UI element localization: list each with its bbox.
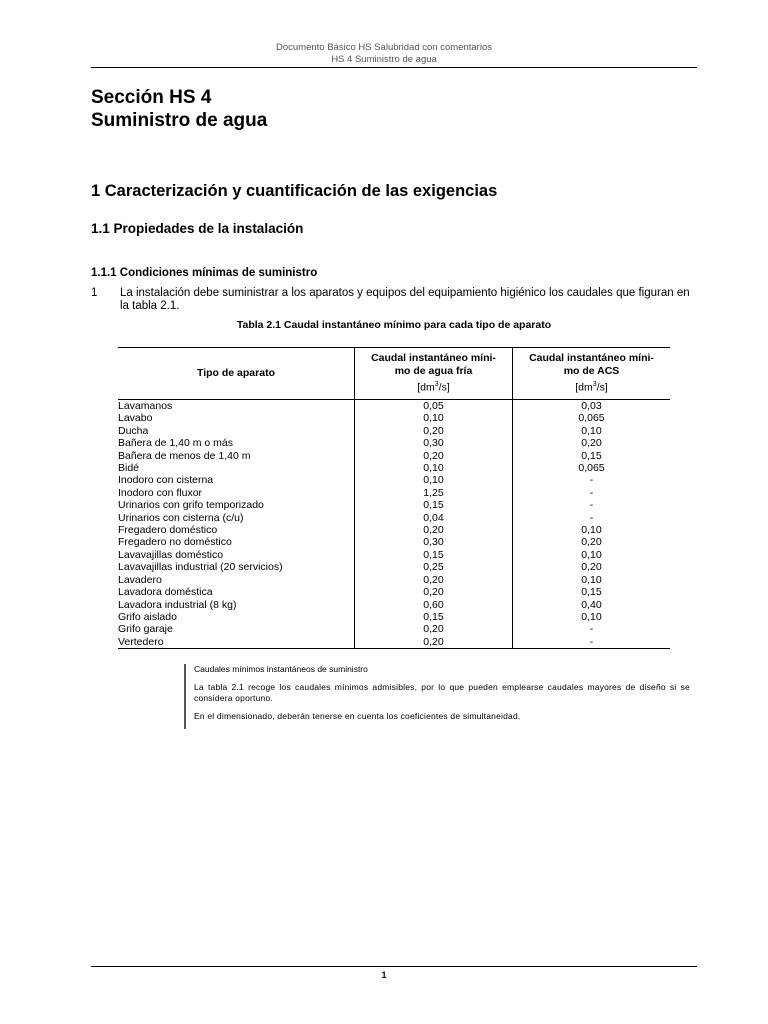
- cell-agua-fria: 0,30: [355, 536, 513, 548]
- section-title-line-2: Suministro de agua: [91, 110, 268, 131]
- cell-aparato: Bañera de 1,40 m o más: [118, 437, 233, 450]
- cell-agua-fria: 0,20: [355, 636, 513, 649]
- cell-acs: 0,20: [513, 437, 671, 449]
- cell-aparato: Grifo aislado: [118, 610, 177, 623]
- cell-agua-fria: 0,20: [355, 450, 513, 462]
- footer-rule: [91, 966, 697, 967]
- cell-aparato: Ducha: [118, 424, 149, 437]
- cell-agua-fria: 0,20: [355, 586, 513, 598]
- cell-aparato: Urinarios con cisterna (c/u): [118, 511, 244, 524]
- table-row: [118, 487, 670, 499]
- heading-2: 1.1 Propiedades de la instalación: [91, 221, 304, 236]
- cell-acs: 0,065: [513, 412, 671, 424]
- cell-acs: 0,10: [513, 524, 671, 536]
- table-row: [118, 412, 670, 424]
- cell-agua-fria: 0,20: [355, 524, 513, 536]
- commentary-paragraph-2: En el dimensionado, deberán tenerse en cuenta los coeficientes de simultaneidad.: [194, 711, 521, 721]
- cell-agua-fria: 0,10: [355, 412, 513, 424]
- cell-aparato: Fregadero doméstico: [118, 524, 218, 537]
- cell-aparato: Lavabo: [118, 412, 153, 425]
- cell-acs: 0,10: [513, 611, 671, 623]
- cell-aparato: Inodoro con fluxor: [118, 486, 203, 499]
- cell-acs: -: [513, 474, 671, 486]
- cell-aparato: Urinarios con grifo temporizado: [118, 499, 264, 512]
- cell-aparato: Lavadero: [118, 573, 162, 586]
- header-line-2: HS 4 Suministro de agua: [331, 54, 437, 65]
- col3-line-1: Caudal instantáneo míni-: [529, 352, 654, 365]
- column-header-aparato: Tipo de aparato: [118, 348, 355, 400]
- cell-acs: 0,40: [513, 599, 671, 611]
- column-header-acs: [513, 348, 671, 400]
- flow-table: [118, 347, 670, 649]
- cell-acs: -: [513, 499, 671, 511]
- table-row: [118, 524, 670, 536]
- cell-aparato: Lavavajillas industrial (20 servicios): [118, 561, 283, 574]
- header-line-1: Documento Básico HS Salubridad con comentarios: [276, 42, 492, 53]
- cell-agua-fria: 0,30: [355, 437, 513, 449]
- table-row: [118, 586, 670, 598]
- cell-agua-fria: 0,15: [355, 499, 513, 511]
- cell-agua-fria: 0,25: [355, 561, 513, 573]
- cell-aparato: Bidé: [118, 462, 140, 475]
- section-title: [91, 86, 267, 132]
- cell-acs: 0,20: [513, 536, 671, 548]
- paragraph-1: [91, 287, 697, 313]
- commentary-box: [184, 664, 690, 729]
- cell-acs: -: [513, 623, 671, 635]
- col3-line-2: mo de ACS: [563, 365, 620, 378]
- cell-agua-fria: 1,25: [355, 487, 513, 499]
- table-row: [118, 474, 670, 486]
- col3-unit: $[dm^3/s]$: [575, 381, 608, 394]
- cell-acs: 0,065: [513, 462, 671, 474]
- cell-agua-fria: 0,10: [355, 462, 513, 474]
- cell-agua-fria: 0,20: [355, 574, 513, 586]
- table-row: [118, 611, 670, 623]
- cell-acs: 0,10: [513, 425, 671, 437]
- table-row: [118, 462, 670, 474]
- cell-aparato: Grifo garaje: [118, 623, 173, 636]
- cell-aparato: Vertedero: [118, 636, 355, 649]
- cell-acs: 0,10: [513, 549, 671, 561]
- col2-line-1: Caudal instantáneo míni-: [371, 352, 496, 365]
- table-row: [118, 425, 670, 437]
- cell-aparato: Lavadora doméstica: [118, 586, 213, 599]
- cell-aparato: Inodoro con cisterna: [118, 474, 214, 487]
- table-row: [118, 549, 670, 561]
- table-body: [118, 400, 670, 649]
- cell-aparato: Lavamanos: [118, 400, 173, 412]
- table-row: [118, 536, 670, 548]
- column-header-agua-fria: [355, 348, 513, 400]
- heading-1: 1 Caracterización y cuantificación de las exigencias: [91, 182, 498, 200]
- table-row: [118, 437, 670, 449]
- table-row: [118, 599, 670, 611]
- col2-unit: $[dm^3/s]$: [417, 381, 450, 394]
- cell-agua-fria: 0,20: [355, 623, 513, 635]
- table-row: [118, 574, 670, 586]
- cell-acs: -: [513, 512, 671, 524]
- cell-aparato: Lavadora industrial (8 kg): [118, 598, 237, 611]
- cell-agua-fria: 0,05: [355, 400, 513, 413]
- table-caption: Tabla 2.1 Caudal instantáneo mínimo para cada tipo de aparato: [236, 319, 552, 331]
- cell-acs: -: [513, 487, 671, 499]
- table-row: [118, 561, 670, 573]
- cell-acs: 0,15: [513, 450, 671, 462]
- cell-acs: 0,10: [513, 574, 671, 586]
- table-row: [118, 499, 670, 511]
- paragraph-number: 1: [91, 287, 98, 299]
- cell-acs: 0,03: [513, 400, 671, 413]
- table-row: [118, 636, 670, 649]
- cell-acs: 0,15: [513, 586, 671, 598]
- cell-aparato: Fregadero no doméstico: [118, 536, 232, 549]
- cell-agua-fria: 0,60: [355, 599, 513, 611]
- table-row: [118, 450, 670, 462]
- running-header: [0, 42, 768, 66]
- table-row: [118, 400, 670, 413]
- heading-3: 1.1.1 Condiciones mínimas de suministro: [91, 267, 318, 279]
- cell-aparato: Bañera de menos de 1,40 m: [118, 449, 251, 462]
- cell-agua-fria: 0,15: [355, 549, 513, 561]
- cell-agua-fria: 0,20: [355, 425, 513, 437]
- col2-line-2: mo de agua fría: [394, 365, 473, 378]
- cell-agua-fria: 0,15: [355, 611, 513, 623]
- commentary-paragraph-1: La tabla 2.1 recoge los caudales mínimos admisibles, por lo que pueden emplearse caudales mayores de diseño si se considera oportuno.: [194, 682, 690, 703]
- cell-acs: 0,20: [513, 561, 671, 573]
- table-row: [118, 512, 670, 524]
- cell-agua-fria: 0,04: [355, 512, 513, 524]
- cell-agua-fria: 0,10: [355, 474, 513, 486]
- page-number: 1: [381, 970, 387, 980]
- table-row: [118, 623, 670, 635]
- commentary-title: Caudales mínimos instantáneos de suministro: [194, 664, 368, 674]
- paragraph-text: La instalación debe suministrar a los aparatos y equipos del equipamiento higiénico los caudales que figuran en la tabla 2.1.: [120, 287, 690, 312]
- cell-acs: -: [513, 636, 671, 649]
- header-rule: [91, 67, 697, 68]
- section-title-line-1: Sección HS 4: [91, 87, 212, 108]
- cell-aparato: Lavavajillas doméstico: [118, 548, 224, 561]
